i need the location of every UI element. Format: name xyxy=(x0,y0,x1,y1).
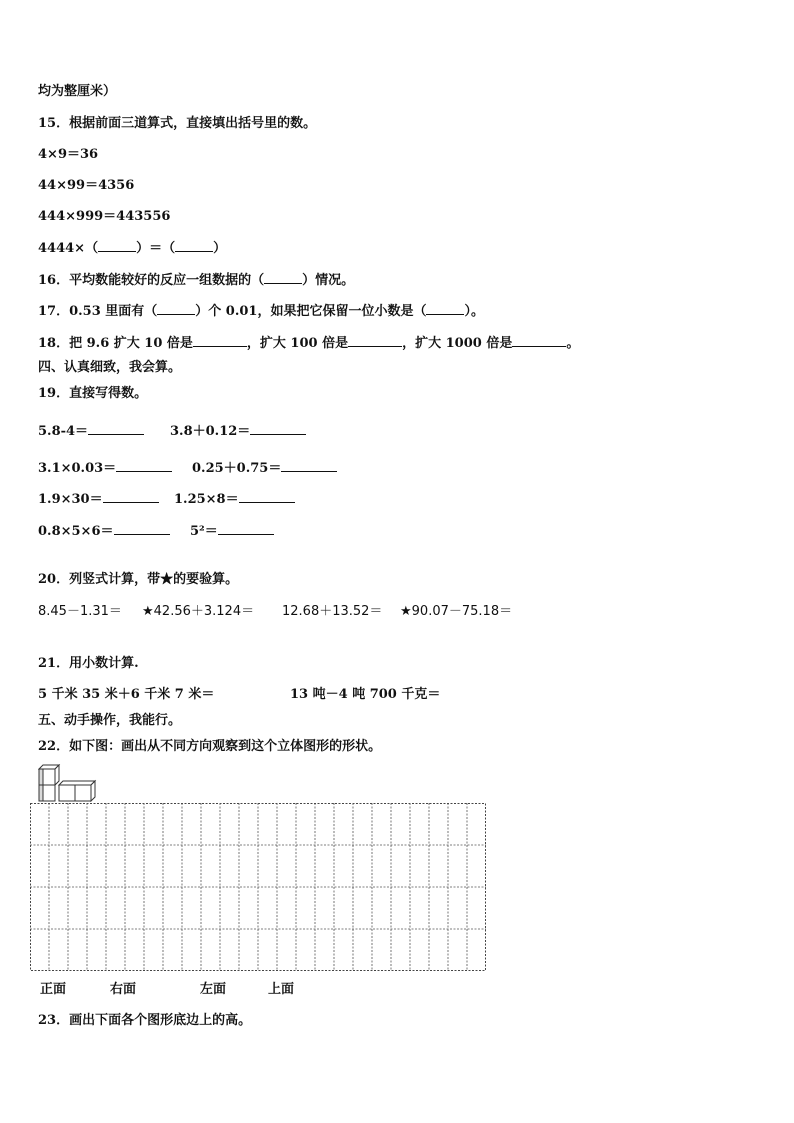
q17-blank-2[interactable] xyxy=(426,303,464,315)
q18-blank-2[interactable] xyxy=(348,334,402,347)
q20-title: 20．列竖式计算，带★的要验算。 xyxy=(38,572,239,587)
q19-item-3: 3.1×0.03＝ xyxy=(38,459,172,477)
q19-item-7: 0.8×5×6＝ xyxy=(38,522,170,540)
q17-line xyxy=(38,303,484,320)
q21-item-1: 5 千米 35 米＋6 千米 7 米＝ xyxy=(38,687,215,702)
face-label-front: 正面 xyxy=(40,982,67,997)
q19-answer-3[interactable] xyxy=(116,459,172,472)
q19-item-2: 3.8＋0.12＝ xyxy=(170,422,306,440)
q19-answer-4[interactable] xyxy=(281,459,337,472)
q15-last-mid: ）＝（ xyxy=(136,241,176,256)
q19-answer-1[interactable] xyxy=(88,422,144,435)
q19-item-6: 1.25×8＝ xyxy=(174,490,295,508)
q17-mid: ）个 0.01，如果把它保留一位小数是（ xyxy=(195,304,427,319)
q15-line-1: 4×9＝36 xyxy=(38,147,99,162)
q23-title: 23．画出下面各个图形底边上的高。 xyxy=(38,1013,252,1028)
q15-blank-2[interactable] xyxy=(175,240,213,252)
q19-answer-8[interactable] xyxy=(218,522,274,535)
q15-blank-1[interactable] xyxy=(98,240,136,252)
q15-line-4 xyxy=(38,240,226,257)
q20-item-2: ★42.56＋3.124＝ xyxy=(142,604,255,619)
q18-p4: 。 xyxy=(566,336,580,351)
q22-title: 22．如下图：画出从不同方向观察到这个立体图形的形状。 xyxy=(38,739,382,754)
face-label-left: 左面 xyxy=(200,982,227,997)
face-label-right: 右面 xyxy=(110,982,137,997)
q19-answer-5[interactable] xyxy=(103,490,159,503)
q17-after: ）。 xyxy=(464,304,484,319)
q18-blank-3[interactable] xyxy=(512,334,566,347)
q16-before: 16．平均数能较好的反应一组数据的（ xyxy=(38,273,265,288)
q15-line-3: 444×999＝443556 xyxy=(38,209,171,224)
q19-answer-6[interactable] xyxy=(239,490,295,503)
q20-item-3: 12.68＋13.52＝ xyxy=(282,604,383,619)
q18-blank-1[interactable] xyxy=(193,334,247,347)
q15-line-2: 44×99＝4356 xyxy=(38,178,135,193)
cube-solid-figure xyxy=(38,764,100,802)
q16-after: ）情况。 xyxy=(302,273,355,288)
q19-answer-2[interactable] xyxy=(250,422,306,435)
q20-item-1: 8.45－1.31＝ xyxy=(38,604,122,619)
continuation-text: 均为整厘米） xyxy=(38,84,117,99)
q18-p2: ，扩大 100 倍是 xyxy=(246,336,349,351)
q19-title: 19．直接写得数。 xyxy=(38,386,148,401)
q19-answer-7[interactable] xyxy=(114,522,170,535)
q19-item-5: 1.9×30＝ xyxy=(38,490,159,508)
q19-item-8: 5²＝ xyxy=(190,522,274,540)
q17-before: 17．0.53 里面有（ xyxy=(38,304,158,319)
q17-blank-1[interactable] xyxy=(157,303,195,315)
section-4-heading: 四、认真细致，我会算。 xyxy=(38,360,182,375)
q20-item-4: ★90.07－75.18＝ xyxy=(400,604,513,619)
q16-line xyxy=(38,272,354,289)
face-label-top: 上面 xyxy=(268,982,295,997)
q18-p3: ，扩大 1000 倍是 xyxy=(402,336,513,351)
q18-line xyxy=(38,334,579,352)
q21-title: 21．用小数计算. xyxy=(38,656,139,671)
q18-p1: 18．把 9.6 扩大 10 倍是 xyxy=(38,336,193,351)
q15-last-suffix: ） xyxy=(213,241,227,256)
drawing-grid[interactable] xyxy=(30,803,486,971)
q19-item-4: 0.25＋0.75＝ xyxy=(192,459,337,477)
q19-item-1: 5.8-4＝ xyxy=(38,422,144,440)
q21-item-2: 13 吨－4 吨 700 千克＝ xyxy=(290,687,441,702)
q15-last-prefix: 4444×（ xyxy=(38,241,99,256)
q16-blank[interactable] xyxy=(264,272,302,284)
q15-title: 15．根据前面三道算式，直接填出括号里的数。 xyxy=(38,116,317,131)
section-5-heading: 五、动手操作，我能行。 xyxy=(38,713,182,728)
